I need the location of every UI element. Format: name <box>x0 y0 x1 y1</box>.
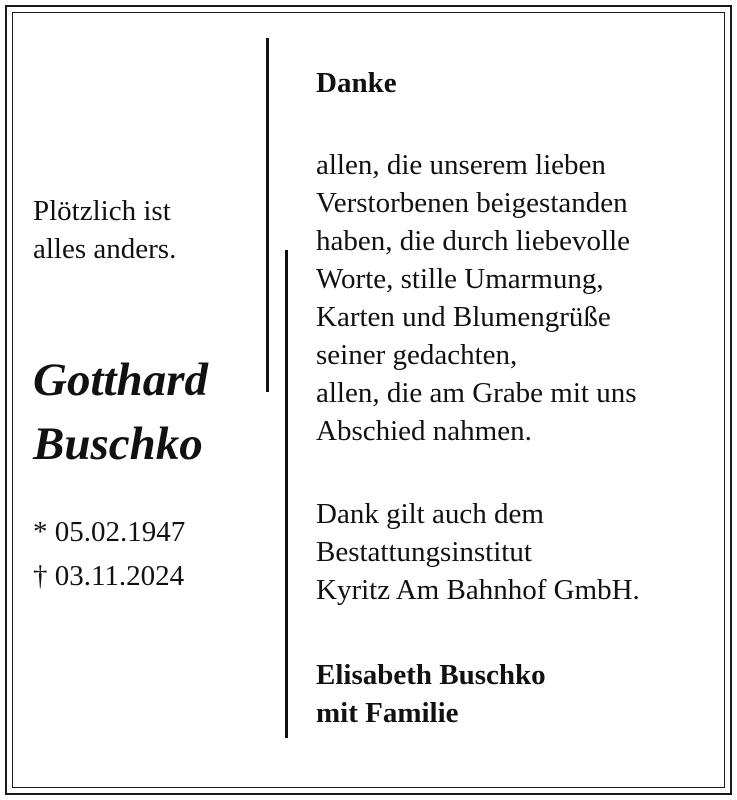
birth-date: * 05.02.1947 <box>33 516 186 548</box>
institute-line: Kyritz Am Bahnhof GmbH. <box>316 574 640 606</box>
thanks-line: Karten und Blumengrüße <box>316 301 611 333</box>
signature-family: mit Familie <box>316 697 459 729</box>
institute-line: Bestattungsinstitut <box>316 536 532 568</box>
signature-name: Elisabeth Buschko <box>316 659 546 691</box>
thanks-line: Worte, stille Umarmung, <box>316 263 604 295</box>
signature-block <box>316 656 546 732</box>
institute-paragraph <box>316 495 640 609</box>
intro-text <box>33 192 176 268</box>
intro-line: alles anders. <box>33 233 177 265</box>
thanks-paragraph <box>316 146 637 450</box>
institute-line: Dank gilt auch dem <box>316 498 544 530</box>
last-name: Buschko <box>33 418 203 470</box>
death-date: † 03.11.2024 <box>33 560 185 592</box>
intro-line: Plötzlich ist <box>33 195 171 227</box>
thanks-line: Abschied nahmen. <box>316 415 532 447</box>
thanks-heading: Danke <box>316 67 397 99</box>
thanks-line: allen, die am Grabe mit uns <box>316 377 637 409</box>
thanks-line: Verstorbenen beigestanden <box>316 187 628 219</box>
vertical-rule-upper <box>266 38 269 392</box>
thanks-line: haben, die durch liebevolle <box>316 225 631 257</box>
vertical-rule-lower <box>285 250 288 738</box>
deceased-name <box>33 348 208 476</box>
life-dates <box>33 510 185 598</box>
thanks-line: seiner gedachten, <box>316 339 518 371</box>
first-name: Gotthard <box>33 354 208 406</box>
thanks-line: allen, die unserem lieben <box>316 149 606 181</box>
